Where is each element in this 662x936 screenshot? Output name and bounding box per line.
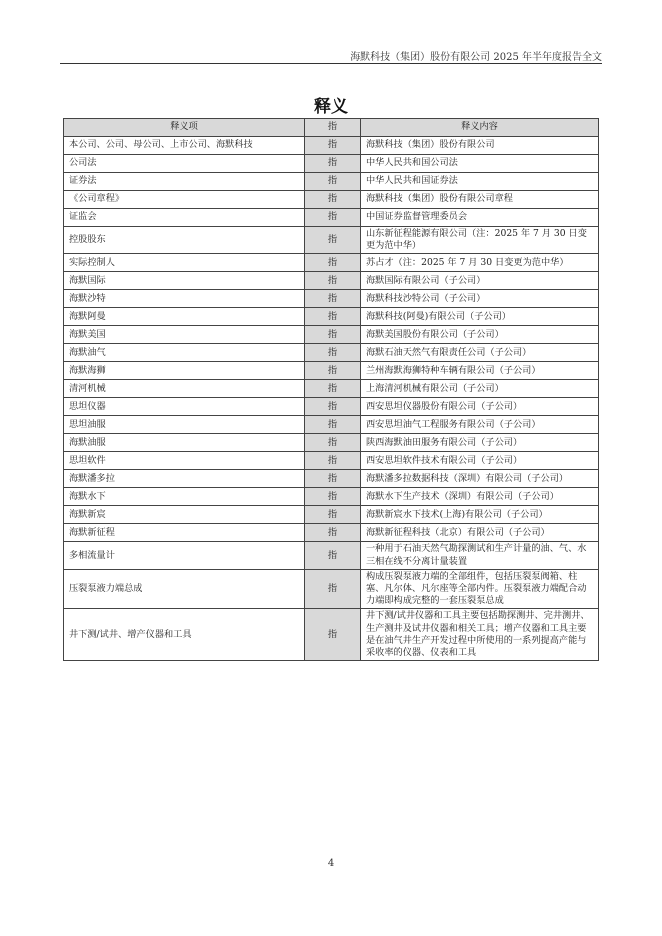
row-term: 证监会	[64, 209, 305, 227]
row-meaning: 海默科技（集团）股份有限公司章程	[361, 191, 599, 209]
row-meaning: 海默科技(阿曼)有限公司（子公司）	[361, 308, 599, 326]
row-meaning: 海默科技（集团）股份有限公司	[361, 137, 599, 155]
page-number: 4	[327, 858, 335, 869]
row-term: 思坦软件	[64, 452, 305, 470]
row-term: 本公司、公司、母公司、上市公司、海默科技	[64, 137, 305, 155]
row-zhi: 指	[305, 191, 361, 209]
row-meaning: 中华人民共和国证券法	[361, 173, 599, 191]
row-meaning: 海默新宸水下技术(上海)有限公司（子公司）	[361, 506, 599, 524]
row-zhi: 指	[305, 326, 361, 344]
table-row	[64, 272, 599, 290]
row-meaning: 海默新征程科技（北京）有限公司（子公司）	[361, 524, 599, 542]
column-header-zhi: 指	[305, 119, 361, 137]
row-meaning: 海默石油天然气有限责任公司（子公司）	[361, 344, 599, 362]
row-zhi: 指	[305, 434, 361, 452]
row-zhi: 指	[305, 173, 361, 191]
section-title: 释义	[314, 97, 348, 117]
row-meaning: 西安思坦油气工程服务有限公司（子公司）	[361, 416, 599, 434]
column-header-term: 释义项	[64, 119, 305, 137]
row-zhi: 指	[305, 380, 361, 398]
row-zhi: 指	[305, 155, 361, 173]
row-zhi: 指	[305, 344, 361, 362]
row-zhi: 指	[305, 488, 361, 506]
row-term: 海默海狮	[64, 362, 305, 380]
row-term: 海默阿曼	[64, 308, 305, 326]
row-meaning: 陕西海默油田服务有限公司（子公司）	[361, 434, 599, 452]
table-row	[64, 434, 599, 452]
row-meaning: 海默科技沙特公司（子公司）	[361, 290, 599, 308]
row-meaning: 上海清河机械有限公司（子公司）	[361, 380, 599, 398]
row-meaning: 西安思坦软件技术有限公司（子公司）	[361, 452, 599, 470]
table-row	[64, 191, 599, 209]
row-term: 海默水下	[64, 488, 305, 506]
row-zhi: 指	[305, 470, 361, 488]
table-row	[64, 506, 599, 524]
table-row	[64, 362, 599, 380]
row-meaning: 构成压裂泵液力端的全部组件，包括压裂泵阀箱、柱塞、凡尔体、凡尔座等全部内件。压裂泵液力端配合动力端即构成完整的一套压裂泵总成	[361, 569, 599, 609]
row-term: 海默美国	[64, 326, 305, 344]
header-rule	[60, 63, 602, 64]
column-header-meaning: 释义内容	[361, 119, 599, 137]
row-zhi: 指	[305, 398, 361, 416]
table-row	[64, 398, 599, 416]
row-term: 控股股东	[64, 227, 305, 254]
row-term: 证券法	[64, 173, 305, 191]
table-header-row	[64, 119, 599, 137]
table-row	[64, 524, 599, 542]
row-term: 思坦仪器	[64, 398, 305, 416]
table-row	[64, 542, 599, 569]
table-row	[64, 380, 599, 398]
table-row	[64, 308, 599, 326]
table-row	[64, 488, 599, 506]
table-row	[64, 452, 599, 470]
row-zhi: 指	[305, 254, 361, 272]
row-term: 海默油气	[64, 344, 305, 362]
row-meaning: 中华人民共和国公司法	[361, 155, 599, 173]
row-term: 海默油服	[64, 434, 305, 452]
table-row	[64, 290, 599, 308]
row-term: 思坦油服	[64, 416, 305, 434]
row-term: 压裂泵液力端总成	[64, 569, 305, 609]
row-meaning: 兰州海默海狮特种车辆有限公司（子公司）	[361, 362, 599, 380]
table-row	[64, 227, 599, 254]
row-meaning: 西安思坦仪器股份有限公司（子公司）	[361, 398, 599, 416]
table-row	[64, 609, 599, 661]
row-meaning: 中国证券监督管理委员会	[361, 209, 599, 227]
row-meaning: 海默国际有限公司（子公司）	[361, 272, 599, 290]
definitions-table	[63, 118, 599, 661]
row-term: 多相流量计	[64, 542, 305, 569]
running-header: 海默科技（集团）股份有限公司 2025 年半年度报告全文	[350, 52, 602, 63]
row-meaning: 海默潘多拉数据科技（深圳）有限公司（子公司）	[361, 470, 599, 488]
row-zhi: 指	[305, 416, 361, 434]
row-zhi: 指	[305, 308, 361, 326]
row-term: 海默沙特	[64, 290, 305, 308]
table-row	[64, 209, 599, 227]
row-term: 海默新宸	[64, 506, 305, 524]
table-row	[64, 569, 599, 609]
row-meaning: 海默水下生产技术（深圳）有限公司（子公司）	[361, 488, 599, 506]
table-row	[64, 173, 599, 191]
row-meaning: 一种用于石油天然气勘探测试和生产计量的油、气、水三相在线不分离计量装置	[361, 542, 599, 569]
row-meaning: 海默美国股份有限公司（子公司）	[361, 326, 599, 344]
row-zhi: 指	[305, 137, 361, 155]
row-meaning: 苏占才（注：2025 年 7 月 30 日变更为范中华）	[361, 254, 599, 272]
row-zhi: 指	[305, 362, 361, 380]
row-term: 清河机械	[64, 380, 305, 398]
row-term: 海默潘多拉	[64, 470, 305, 488]
row-meaning: 井下测/试井仪器和工具主要包括勘探测井、完井测井、生产测井及试井仪器和相关工具；增产仪器和工具主要是在油气井生产开发过程中所使用的一系列提高产能与采收率的仪器、仪表和工具	[361, 609, 599, 661]
row-zhi: 指	[305, 452, 361, 470]
row-zhi: 指	[305, 569, 361, 609]
table-row	[64, 155, 599, 173]
row-term: 实际控制人	[64, 254, 305, 272]
table-row	[64, 470, 599, 488]
row-zhi: 指	[305, 209, 361, 227]
row-term: 井下测/试井、增产仪器和工具	[64, 609, 305, 661]
row-term: 海默国际	[64, 272, 305, 290]
row-term: 《公司章程》	[64, 191, 305, 209]
row-term: 海默新征程	[64, 524, 305, 542]
table-row	[64, 326, 599, 344]
row-zhi: 指	[305, 290, 361, 308]
row-term: 公司法	[64, 155, 305, 173]
table-row	[64, 137, 599, 155]
row-zhi: 指	[305, 227, 361, 254]
row-zhi: 指	[305, 609, 361, 661]
table-row	[64, 254, 599, 272]
row-zhi: 指	[305, 272, 361, 290]
row-zhi: 指	[305, 506, 361, 524]
table-row	[64, 416, 599, 434]
row-zhi: 指	[305, 524, 361, 542]
table-row	[64, 344, 599, 362]
row-zhi: 指	[305, 542, 361, 569]
row-meaning: 山东新征程能源有限公司（注：2025 年 7 月 30 日变更为范中华）	[361, 227, 599, 254]
